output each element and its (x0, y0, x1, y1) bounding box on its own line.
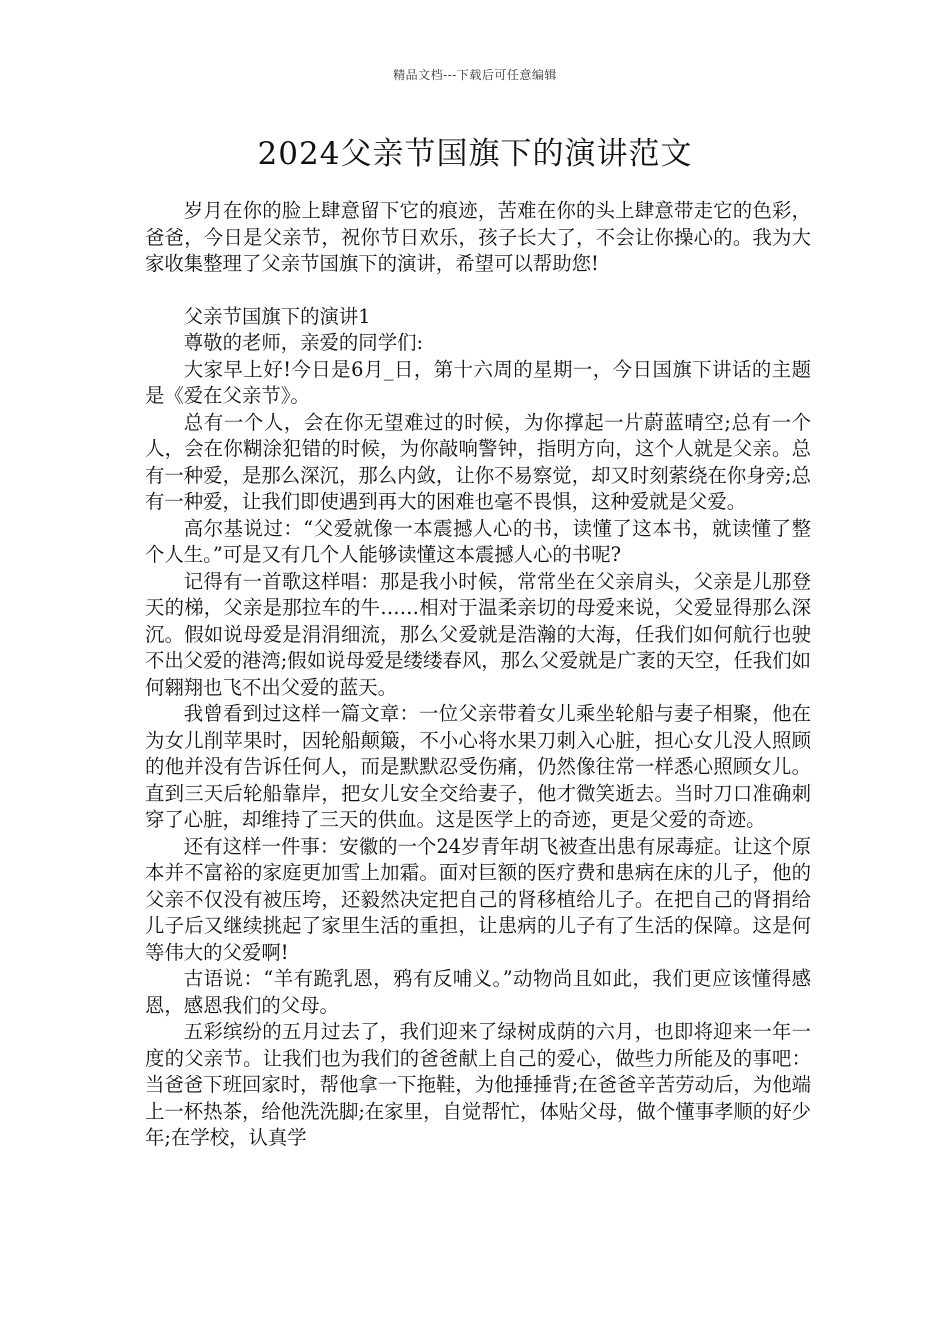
body-paragraph: 古语说：“羊有跪乳恩，鸦有反哺义。”动物尚且如此，我们更应该懂得感恩，感恩我们的父母。 (145, 967, 811, 1017)
greeting-paragraph: 尊敬的老师，亲爱的同学们: (183, 331, 424, 354)
body-paragraph: 五彩缤纷的五月过去了，我们迎来了绿树成荫的六月，也即将迎来一年一度的父亲节。让我们也为我们的爸爸献上自己的爱心，做些力所能及的事吧：当爸爸下班回家时，帮他拿一下拖鞋，为他捶捶背;在爸爸辛苦劳动后，为他端上一杯热茶，给他洗洗脚;在家里，自觉帮忙，体贴父母，做个懂事孝顺的好少年;在学校，认真学 (145, 1020, 811, 1149)
document-title: 2024父亲节国旗下的演讲范文 (257, 136, 693, 172)
body-paragraph: 我曾看到过这样一篇文章：一位父亲带着女儿乘坐轮船与妻子相聚，他在为女儿削苹果时，因轮船颠簸，不小心将水果刀刺入心脏，担心女儿没人照顾的他并没有告诉任何人，而是默默忍受伤痛，仍然像往常一样悉心照顾女儿。直到三天后轮船靠岸，把女儿安全交给妻子，他才微笑逝去。当时刀口准确刺穿了心脏，却维持了三天的供血。这是医学上的奇迹，更是父爱的奇迹。 (145, 702, 811, 831)
intro-paragraph: 岁月在你的脸上肆意留下它的痕迹，苦难在你的头上肆意带走它的色彩，爸爸，今日是父亲节，祝你节日欢乐，孩子长大了，不会让你操心的。我为大家收集整理了父亲节国旗下的演讲，希望可以帮助您! (145, 199, 811, 275)
body-paragraph: 还有这样一件事：安徽的一个24岁青年胡飞被查出患有尿毒症。让这个原本并不富裕的家庭更加雪上加霜。面对巨额的医疗费和患病在床的儿子，他的父亲不仅没有被压垮，还毅然决定把自己的肾移植给儿子。在把自己的肾捐给儿子后又继续挑起了家里生活的重担，让患病的儿子有了生活的保障。这是何等伟大的父爱啊! (145, 834, 811, 964)
page-header: 精品文档---下载后可任意编辑 (393, 68, 557, 82)
section-heading: 父亲节国旗下的演讲1 (183, 304, 371, 328)
body-paragraph: 高尔基说过：“父爱就像一本震撼人心的书，读懂了这本书，就读懂了整个人生。”可是又有几个人能够读懂这本震撼人心的书呢? (145, 516, 811, 566)
body-paragraph: 记得有一首歌这样唱：那是我小时候，常常坐在父亲肩头，父亲是儿那登天的梯，父亲是那拉车的牛……相对于温柔亲切的母爱来说，父爱显得那么深沉。假如说母爱是涓涓细流，那么父爱就是浩瀚的大海，任我们如何航行也驶不出父爱的港湾;假如说母爱是缕缕春风，那么父爱就是广袤的天空，任我们如何翱翔也飞不出父爱的蓝天。 (145, 569, 811, 699)
body-paragraph: 总有一个人，会在你无望难过的时候，为你撑起一片蔚蓝晴空;总有一个人，会在你糊涂犯错的时候，为你敲响警钟，指明方向，这个人就是父亲。总有一种爱，是那么深沉，那么内敛，让你不易察觉，却又时刻萦绕在你身旁;总有一种爱，让我们即使遇到再大的困难也毫不畏惧，这种爱就是父爱。 (145, 410, 811, 513)
paragraph-gap (145, 278, 811, 304)
body-paragraph: 大家早上好!今日是6月_日，第十六周的星期一，今日国旗下讲话的主题是《爱在父亲节》。 (145, 357, 811, 407)
document-body (145, 198, 811, 1152)
